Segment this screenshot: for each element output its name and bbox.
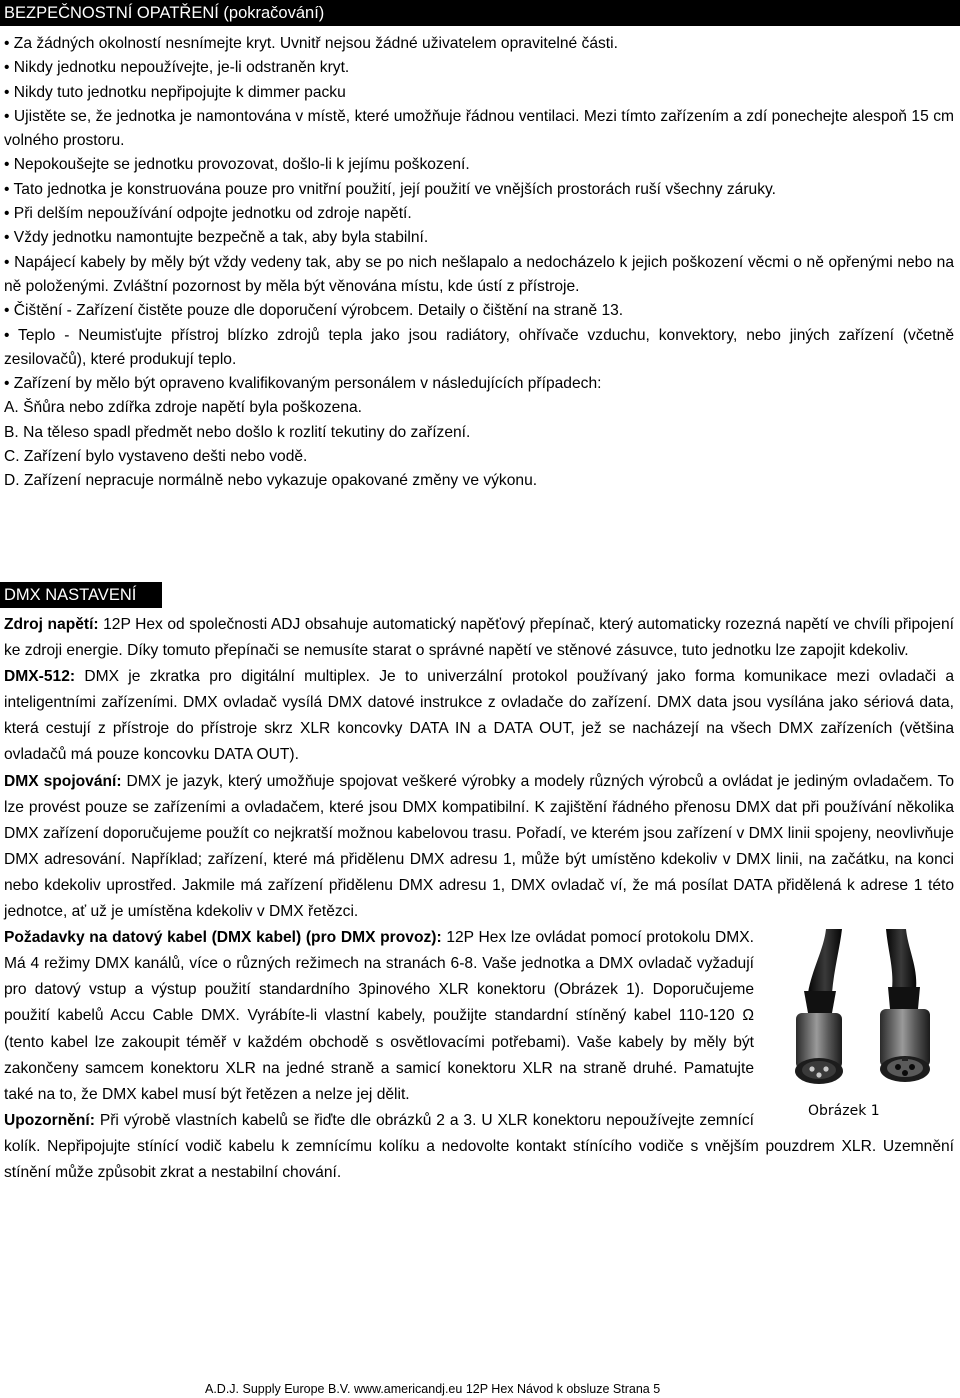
safety-header-bar	[0, 0, 960, 26]
safety-line: • Ujistěte se, že jednotka je namontována v místě, které umožňuje řádnou ventilaci. Mezi tímto zařízením a zdí ponechejte alespoň 15 cm volného prostoru.	[4, 107, 954, 150]
page-footer	[205, 1382, 660, 1396]
safety-list	[4, 32, 954, 494]
cable-text: 12P Hex lze ovládat pomocí protokolu DMX. Má 4 režimy DMX kanálů, více o různých režimech na stranách 6-8. Vaše jednotka a DMX ovladač vyžadují pro datový vstup a výstup použití standardního 3pinového XLR konektoru (Obrázek 1). Doporučujeme použití kabelů Accu Cable DMX. Vyrábíte-li vlastní kabely, použijte standardní stíněný kabel 110-120 Ω (tento kabel lze zakoupit téměř v každém obchodě s osvětlovacími potřebami). Vaše kabely by měly být zakončeny samcem konektoru XLR na jedné straně a samicí konektoru XLR na straně druhé. Pamatujte také na to, že DMX kabel musí být řetězen a nelze jej dělit.	[4, 929, 754, 1103]
safety-line: B. Na těleso spadl předmět nebo došlo k rozlití tekutiny do zařízení.	[4, 423, 471, 441]
safety-line: • Nikdy tuto jednotku nepřipojujte k dimmer packu	[4, 83, 346, 101]
dmx-header-bar	[0, 582, 162, 608]
safety-line: • Tato jednotka je konstruována pouze pro vnitřní použití, její použití ve vnějších prostorách ruší všechny záruky.	[4, 180, 776, 198]
safety-line: • Nepokoušejte se jednotku provozovat, došlo-li k jejímu poškození.	[4, 156, 470, 174]
safety-line: • Vždy jednotku namontujte bezpečně a tak, aby byla stabilní.	[4, 229, 429, 247]
safety-line: • Čištění - Zařízení čistěte pouze dle doporučení výrobcem. Detaily o čištění na straně 13.	[4, 302, 624, 320]
figure-caption: Obrázek 1	[808, 1103, 880, 1120]
power-paragraph	[4, 612, 954, 664]
safety-line: • Nikdy jednotku nepoužívejte, je-li odstraněn kryt.	[4, 59, 350, 77]
safety-line: C. Zařízení bylo vystaveno dešti nebo vodě.	[4, 448, 308, 466]
dmx-section-body	[4, 612, 954, 1186]
dmx512-text: DMX je zkratka pro digitální multiplex. Je to univerzální protokol používaný jako forma komunikace mezi ovladači a inteligentními zařízeními. DMX ovladač vysílá DMX datové instrukce z ovladače do zařízení. DMX data jsou vysílána jako sériová data, která cestují z přístroje do přístroje skrz XLR koncovky DATA IN a DATA OUT, jež se nacházejí na všech DMX zařízeních (většina ovladačů má pouze koncovku DATA OUT).	[4, 668, 954, 764]
dmx-section-title: DMX NASTAVENÍ	[4, 586, 137, 604]
footer-company: A.D.J. Supply Europe B.V.	[205, 1382, 351, 1396]
safety-line: • Teplo - Neumisťujte přístroj blízko zdrojů tepla jako jsou radiátory, ohřívače vzduchu, konvektory, nebo jiných zařízení (včetně zesilovačů), které produkují teplo.	[4, 326, 954, 368]
safety-section-title: BEZPEČNOSTNÍ OPATŘENÍ (pokračování)	[4, 4, 325, 22]
dmx512-paragraph	[4, 664, 954, 768]
warning-term: Upozornění:	[4, 1111, 95, 1129]
safety-line: D. Zařízení nepracuje normálně nebo vykazuje opakované změny ve výkonu.	[4, 472, 538, 490]
linking-term: DMX spojování:	[4, 772, 122, 790]
safety-line: A. Šňůra nebo zdířka zdroje napětí byla poškozena.	[4, 399, 363, 417]
safety-line: • Při delším nepoužívání odpojte jednotku od zdroje napětí.	[4, 205, 412, 223]
warning-text: Při výrobě vlastních kabelů se řiďte dle obrázků 2 a 3. U XLR konektoru nepoužívejte zemnící kolík. Nepřipojujte stínící vodič kabelu k zemnícímu kolíku a nedovolte kontakt stínícího vodiče s vnějším pouzdrem XLR. Uzemnění stínění může způsobit zkrat a nestabilní chování.	[4, 1111, 954, 1181]
xlr-connector-figure	[768, 929, 954, 1123]
safety-line: • Zařízení by mělo být opraveno kvalifikovaným personálem v následujících případech:	[4, 375, 602, 393]
power-term: Zdroj napětí:	[4, 616, 99, 633]
linking-paragraph	[4, 769, 954, 926]
footer-website: www.americandj.eu	[353, 1382, 463, 1396]
footer-manual-page: Návod k obsluze Strana 5	[517, 1382, 661, 1396]
xlr-connector-photo	[768, 929, 954, 1097]
linking-text: DMX je jazyk, který umožňuje spojovat veškeré výrobky a modely různých výrobců a ovládat je jediným ovladačem. To lze provést pouze se zařízeními a ovladačem, které jsou DMX kompatibilní. K zajištění řádného přenosu DMX dat při používání několika DMX zařízení doporučujeme použít co nejkratší možnou kabelovou trasu. Pořadí, ve kterém jsou zařízení v DMX linii spojeny, neovlivňuje DMX adresování. Například; zařízení, které má přidělenu DMX adresu 1, může být umístěno kdekoliv v DMX linii, na začátku, na konci nebo kdekoliv uprostřed. Jakmile má zařízení přidělenu DMX adresu 1, DMX ovladač ví, že má posílat DATA přidělená k adrese 1 této jednotce, ať už je umístěna kdekoliv v DMX řetězci.	[4, 772, 954, 921]
dmx512-term: DMX-512:	[4, 668, 76, 686]
power-text: 12P Hex od společnosti ADJ obsahuje automatický napěťový přepínač, který automaticky rozezná napětí ve chvíli připojení ke zdroji energie. Díky tomuto přepínači se nemusíte starat o správné napětí ve stěnové zásuvce, tuto jednotku lze zapojit kdekoliv.	[4, 616, 954, 660]
footer-product: 12P Hex	[465, 1382, 514, 1396]
cable-term: Požadavky na datový kabel (DMX kabel) (pro DMX provoz):	[4, 929, 442, 947]
safety-line: • Napájecí kabely by měly být vždy vedeny tak, aby se po nich nešlapalo a nedocházelo k jejich poškození věcmi o ně opřenými nebo na ně položenými. Zvláštní pozornost by měla být věnována místu, kde ústí z přístroje.	[4, 253, 954, 295]
safety-line: • Za žádných okolností nesnímejte kryt. Uvnitř nejsou žádné uživatelem opravitelné části.	[4, 35, 618, 52]
